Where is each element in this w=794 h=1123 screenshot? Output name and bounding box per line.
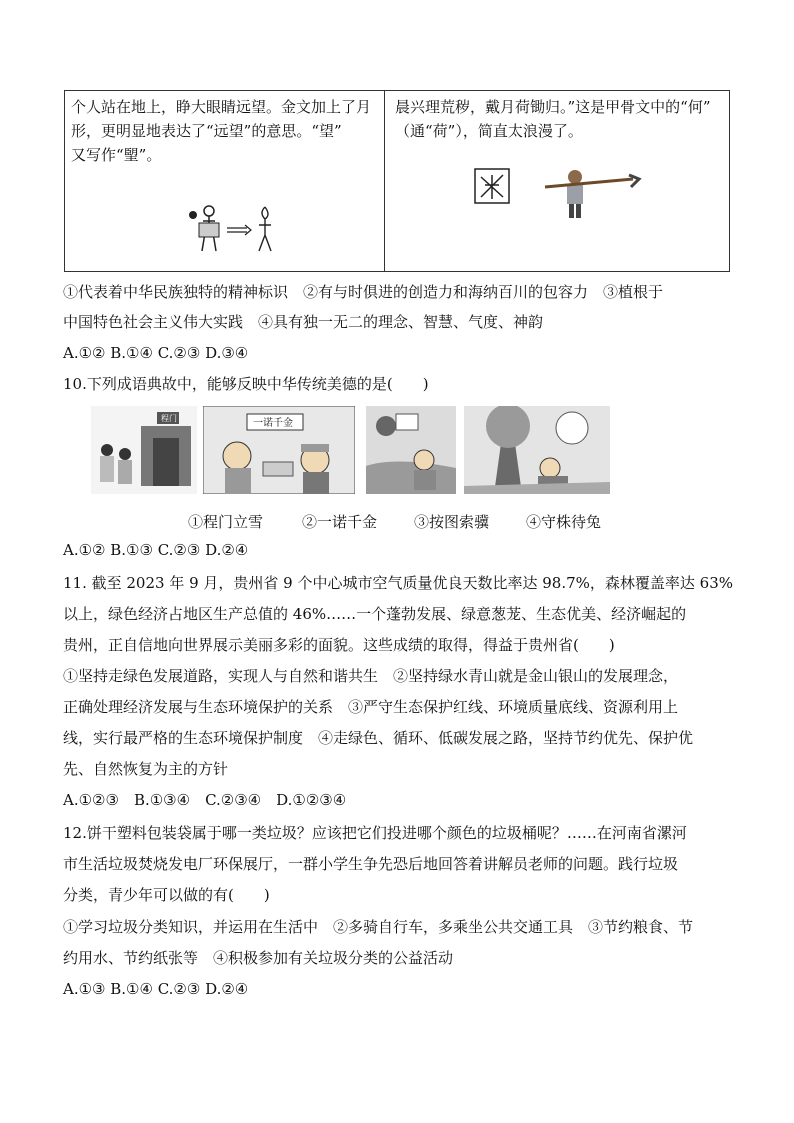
q11-line: 以上，绿色经济占地区生产总值的 46%……一个蓬勃发展、绿意葱茏、生态优美、经济崛起的 xyxy=(63,605,687,623)
chengmen-sign: 程门 xyxy=(161,414,177,423)
q10-answers: A.①② B.①③ C.②③ D.②④ xyxy=(63,541,249,559)
q12-line: 市生活垃圾焚烧发电厂环保展厅，一群小学生争先恐后地回答着讲解员老师的问题。践行垃圾 xyxy=(63,855,679,873)
q10-image-shouzhudaitu xyxy=(464,406,610,494)
q9-answers: A.①② B.①④ C.②③ D.③④ xyxy=(63,344,249,362)
q11-line: 正确处理经济发展与生态环境保护的关系 ③严守生态保护红线、环境质量底线、资源利用上 xyxy=(63,698,679,716)
q12-line: 12.饼干塑料包装袋属于哪一类垃圾？应该把它们投进哪个颜色的垃圾桶呢？……在河南省漯河 xyxy=(63,824,687,842)
q11-line: 11. 截至 2023 年 9 月，贵州省 9 个中心城市空气质量优良天数比率达 98.7%，森林覆盖率达 63% xyxy=(63,574,734,592)
q11-answers: A.①②③ B.①③④ C.②③④ D.①②③④ xyxy=(63,791,347,809)
cell-line: 晨兴理荒秽，戴月荷锄归。”这是甲骨文中的“何” xyxy=(395,98,711,116)
q11-line: 贵州，正自信地向世界展示美丽多彩的面貌。这些成绩的取得，得益于贵州省( ) xyxy=(63,636,615,654)
cell-line: 又写作“朢”。 xyxy=(71,146,162,164)
q10-image-yinuoqianjin xyxy=(203,406,355,494)
q9-cell-left xyxy=(71,95,379,167)
caption-yinuoqianjin: ②一诺千金 xyxy=(302,513,378,531)
q9-options-line: 中国特色社会主义伟大实践 ④具有独一无二的理念、智慧、气度、神韵 xyxy=(63,313,544,331)
cell-line: （通“荷”），简直太浪漫了。 xyxy=(395,122,583,140)
q9-table xyxy=(64,90,730,272)
q10-image-chengmen xyxy=(91,406,197,494)
q11-line: 先、自然恢复为主的方针 xyxy=(63,760,229,778)
q11-line: ①坚持走绿色发展道路，实现人与自然和谐共生 ②坚持绿水青山就是金山银山的发展理念， xyxy=(63,667,679,685)
q9-cell-right xyxy=(395,95,727,143)
q12-line: ①学习垃圾分类知识，并运用在生活中 ②多骑自行车，多乘坐公共交通工具 ③节约粮食、节 xyxy=(63,918,694,936)
q12-line: 约用水、节约纸张等 ④积极参加有关垃圾分类的公益活动 xyxy=(63,949,454,967)
q12-line: 分类，青少年可以做的有( ) xyxy=(63,886,270,904)
q10-image-antusuoji xyxy=(366,406,456,494)
he-illustration xyxy=(473,167,653,221)
table-divider xyxy=(384,91,385,271)
caption-shouzhudaitu: ④守株待兔 xyxy=(526,513,602,531)
yinuoqianjin-sign: 一诺千金 xyxy=(253,418,293,429)
cell-line: 个人站在地上，睁大眼睛远望。金文加上了月 xyxy=(71,98,372,116)
q11-line: 线，实行最严格的生态环境保护制度 ④走绿色、循环、低碳发展之路，坚持节约优先、保护优 xyxy=(63,729,694,747)
q10-stem: 10.下列成语典故中，能够反映中华传统美德的是( ) xyxy=(63,375,429,393)
caption-chengmenlixue: ①程门立雪 xyxy=(188,513,264,531)
caption-antusuoji: ③按图索骥 xyxy=(414,513,490,531)
wang-illustration xyxy=(185,201,285,259)
q12-answers: A.①③ B.①④ C.②③ D.②④ xyxy=(63,980,249,998)
cell-line: 形，更明显地表达了“远望”的意思。“望” xyxy=(71,122,342,140)
q9-options-line: ①代表着中华民族独特的精神标识 ②有与时俱进的创造力和海纳百川的包容力 ③植根于 xyxy=(63,283,664,301)
